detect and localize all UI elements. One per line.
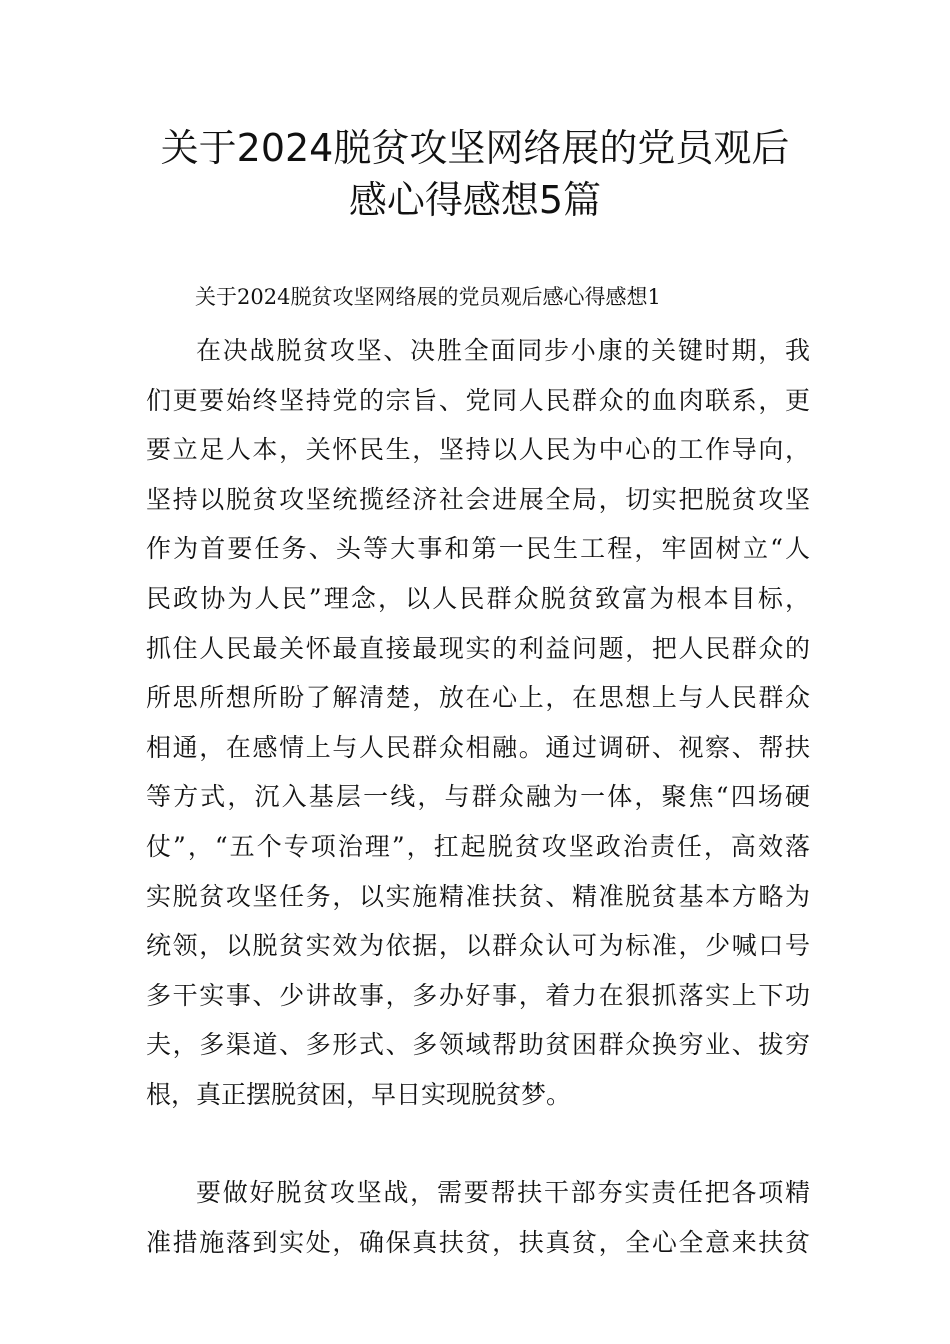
paragraph-line: 相通，在感情上与人民群众相融。通过调研、视察、帮扶 <box>146 732 810 762</box>
paragraph-line: 多干实事、少讲故事，多办好事，着力在狠抓落实上下功 <box>146 980 810 1010</box>
paragraph-line: 所思所想所盼了解清楚，放在心上，在思想上与人民群众 <box>146 683 810 713</box>
title-line-2: 感心得感想5篇 <box>348 178 602 222</box>
paragraph-line: 坚持以脱贫攻坚统揽经济社会进展全局，切实把脱贫攻坚 <box>146 484 810 514</box>
paragraph-line: 夫，多渠道、多形式、多领域帮助贫困群众换穷业、拔穷 <box>146 1030 810 1060</box>
paragraph-line: 们更要始终坚持党的宗旨、党同人民群众的血肉联系，更 <box>146 385 810 415</box>
section-heading: 关于2024脱贫攻坚网络展的党员观后感心得感想1 <box>195 285 661 309</box>
paragraph-line: 准措施落到实处，确保真扶贫，扶真贫，全心全意来扶贫 <box>146 1227 810 1257</box>
title-line-1: 关于2024脱贫攻坚网络展的党员观后 <box>160 126 790 170</box>
document-title <box>60 122 890 226</box>
paragraph-2 <box>146 1168 810 1267</box>
paragraph-line: 要做好脱贫攻坚战，需要帮扶干部夯实责任把各项精 <box>196 1178 810 1207</box>
paragraph-line: 要立足人本，关怀民生，坚持以人民为中心的工作导向， <box>146 435 810 465</box>
paragraph-line: 民政协为人民”理念，以人民群众脱贫致富为根本目标， <box>146 583 810 613</box>
paragraph-line: 统领，以脱贫实效为依据，以群众认可为标准，少喊口号 <box>146 931 810 961</box>
paragraph-line: 仗”，“五个专项治理”，扛起脱贫攻坚政治责任，高效落 <box>146 831 810 861</box>
paragraph-line: 抓住人民最关怀最直接最现实的利益问题，把人民群众的 <box>146 633 810 663</box>
paragraph-line: 根，真正摆脱贫困，早日实现脱贫梦。 <box>146 1079 572 1109</box>
paragraph-line: 在决战脱贫攻坚、决胜全面同步小康的关键时期，我 <box>196 336 810 365</box>
paragraph-line: 作为首要任务、头等大事和第一民生工程，牢固树立“人 <box>146 534 810 564</box>
paragraph-line: 实脱贫攻坚任务，以实施精准扶贫、精准脱贫基本方略为 <box>146 881 810 911</box>
paragraph-line: 等方式，沉入基层一线，与群众融为一体，聚焦“四场硬 <box>146 782 810 812</box>
paragraph-1 <box>146 326 810 1120</box>
